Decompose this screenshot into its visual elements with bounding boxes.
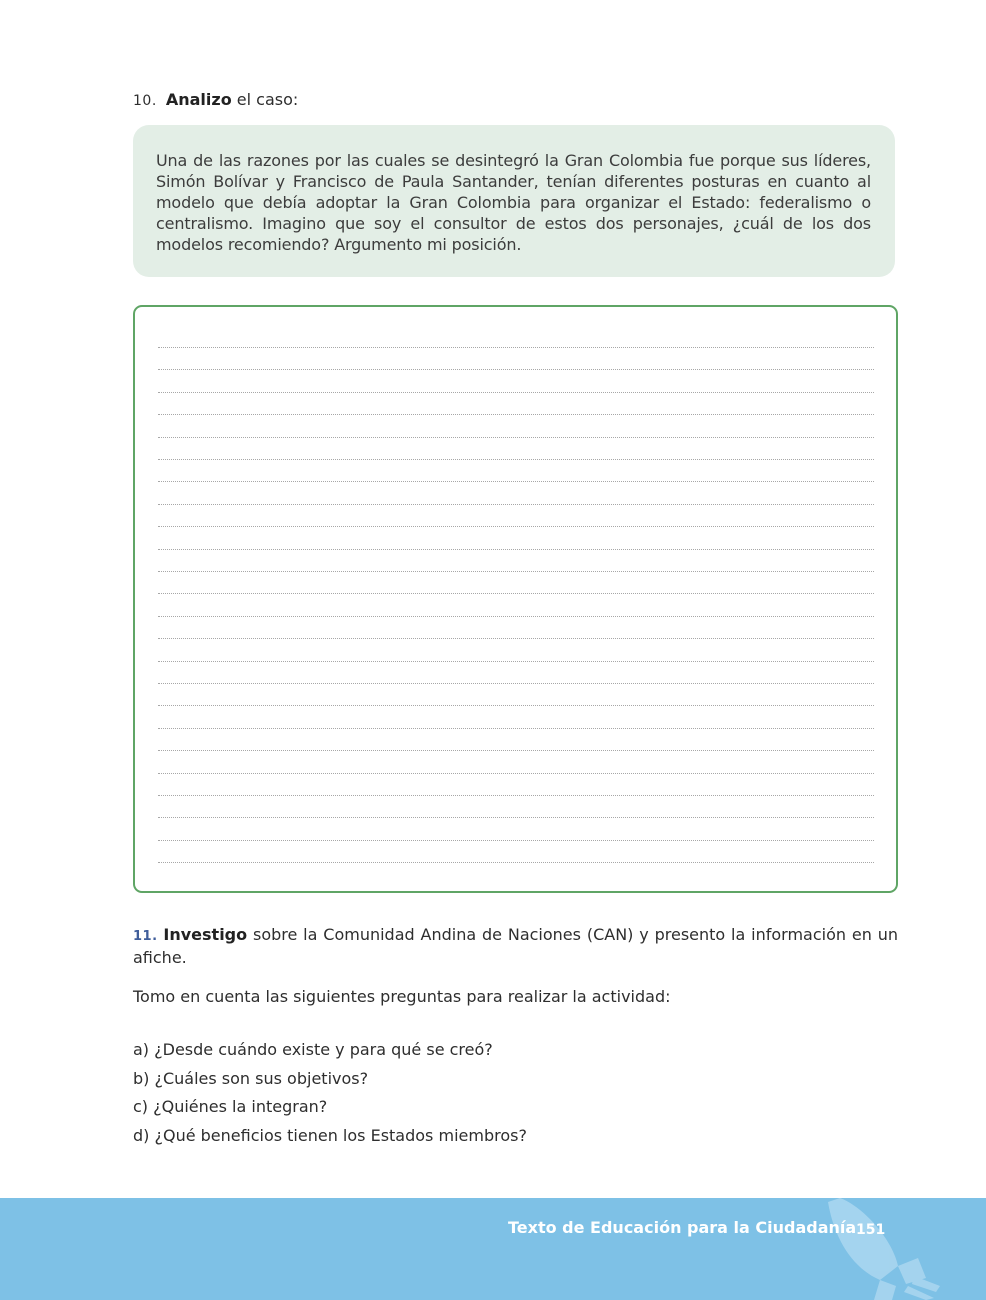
- writing-line: [158, 705, 874, 706]
- rocket-icon: [822, 1198, 952, 1300]
- writing-line: [158, 840, 874, 841]
- writing-line: [158, 817, 874, 818]
- writing-line: [158, 571, 874, 572]
- writing-line: [158, 728, 874, 729]
- question-10-number: 10.: [133, 93, 157, 109]
- writing-line: [158, 459, 874, 460]
- writing-line: [158, 638, 874, 639]
- question-11: [133, 924, 898, 968]
- footer-title: Texto de Educación para la Ciudadanía: [508, 1218, 857, 1237]
- writing-line: [158, 773, 874, 774]
- writing-line: [158, 593, 874, 594]
- writing-line: [158, 369, 874, 370]
- question-10-verb: Analizo: [165, 90, 232, 109]
- case-text: Una de las razones por las cuales se desintegró la Gran Colombia fue porque sus líderes, Simón Bolívar y Francisco de Paula Santander, tenían diferentes posturas en cuanto al modelo que debía adoptar la Gran Colombia para organizar el Estado: federalismo o centralismo. Imagino que soy el consultor de estos dos personajes, ¿cuál de los dos modelos recomiendo? Argumento mi posición.: [156, 151, 871, 254]
- writing-line: [158, 414, 874, 415]
- writing-line: [158, 616, 874, 617]
- list-item: d) ¿Qué beneficios tienen los Estados miembros?: [133, 1125, 527, 1145]
- list-item: a) ¿Desde cuándo existe y para qué se creó?: [133, 1040, 493, 1059]
- writing-line: [158, 392, 874, 393]
- writing-line: [158, 549, 874, 550]
- answer-box[interactable]: [133, 305, 898, 893]
- writing-line: [158, 661, 874, 662]
- case-box: [133, 125, 895, 277]
- question-10-text: el caso:: [231, 90, 299, 109]
- question-11-number: 11.: [133, 929, 158, 944]
- list-item: c) ¿Quiénes la integran?: [133, 1097, 328, 1116]
- page-footer: [0, 1198, 986, 1300]
- writing-line: [158, 862, 874, 863]
- writing-line: [158, 683, 874, 684]
- question-11-text: sobre la Comunidad Andina de Naciones (CAN) y presento la información en un afiche.: [133, 925, 898, 967]
- question-10-heading: [133, 90, 298, 109]
- question-list: [133, 1036, 527, 1150]
- writing-line: [158, 504, 874, 505]
- list-item: b) ¿Cuáles son sus objetivos?: [133, 1068, 369, 1088]
- writing-line: [158, 481, 874, 482]
- instruction-text: Tomo en cuenta las siguientes preguntas para realizar la actividad:: [133, 987, 671, 1006]
- writing-line: [158, 795, 874, 796]
- writing-line: [158, 347, 874, 348]
- writing-line: [158, 750, 874, 751]
- page-number: 151: [856, 1222, 886, 1238]
- question-11-verb: Investigo: [163, 925, 248, 944]
- writing-line: [158, 526, 874, 527]
- writing-line: [158, 437, 874, 438]
